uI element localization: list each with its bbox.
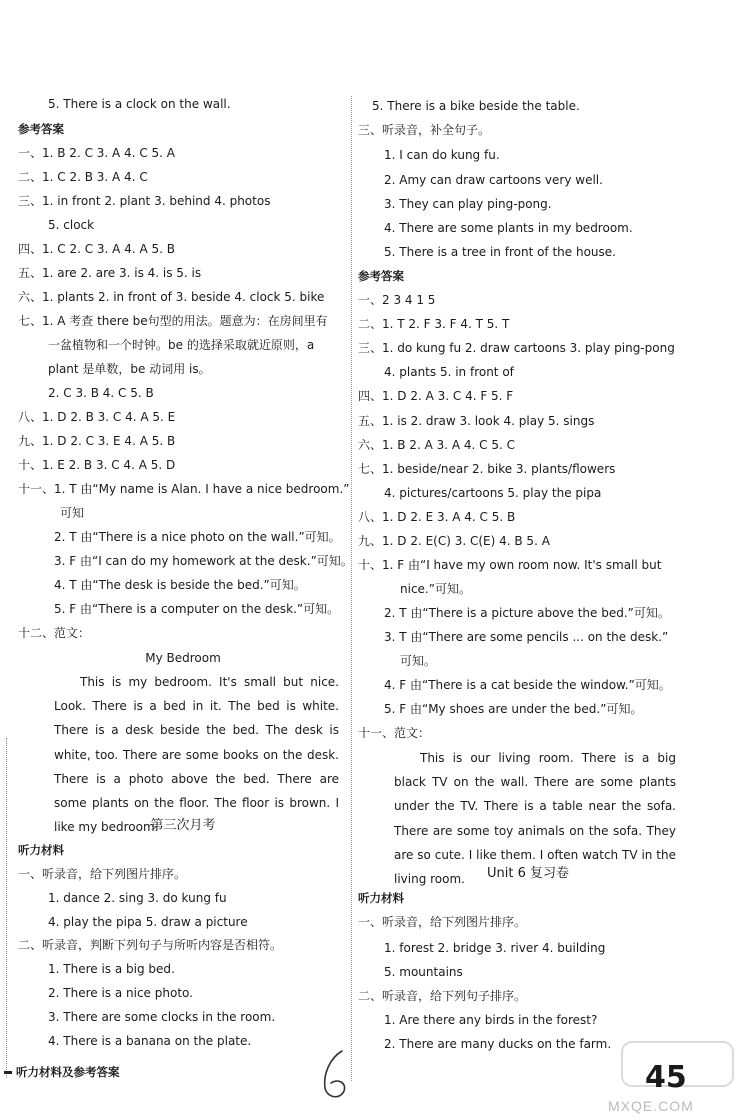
left-line: 5. clock (48, 218, 95, 232)
page-number: 45 (645, 1060, 687, 1095)
left-line: 5. F 由“There is a computer on the desk.”可知。 (54, 602, 340, 616)
right-line: 4. There are some plants in my bedroom. (384, 221, 633, 235)
right_bottom-line: 2. There are many ducks on the farm. (384, 1037, 612, 1051)
essay-title: My Bedroom (145, 651, 221, 665)
left_bottom-line: 1. dance 2. sing 3. do kung fu (48, 891, 227, 905)
left-line: 十、1. E 2. B 3. C 4. A 5. D (18, 458, 176, 472)
left-line: 二、1. C 2. B 3. A 4. C (18, 170, 148, 184)
left-line: 可知 (60, 506, 85, 520)
right-line: 3. They can play ping-pong. (384, 197, 552, 211)
right-line: 七、1. beside/near 2. bike 3. plants/flowers (358, 462, 616, 476)
right-line: 四、1. D 2. A 3. C 4. F 5. F (358, 389, 514, 403)
left_bottom-line: 3. There are some clocks in the room. (48, 1010, 276, 1024)
left-line: 一、1. B 2. C 3. A 4. C 5. A (18, 146, 175, 160)
right-line: 十、1. F 由“I have my own room now. It's small but (358, 558, 662, 572)
left-line: 3. F 由“I can do my homework at the desk.”可知。 (54, 554, 353, 568)
left-line: 4. T 由“The desk is beside the bed.”可知。 (54, 578, 306, 592)
right-line: 5. There is a bike beside the table. (372, 99, 580, 113)
footer-marker (4, 1071, 12, 1074)
left-line: 三、1. in front 2. plant 3. behind 4. photos (18, 194, 271, 208)
left-line: 5. There is a clock on the wall. (48, 97, 231, 111)
left-line: 十一、1. T 由“My name is Alan. I have a nice bedroom.” (18, 482, 350, 496)
right_bottom-line: 听力材料 (358, 891, 404, 905)
left-line: 十二、范文： (18, 626, 91, 640)
right_bottom-line: 二、听录音，给下列句子排序。 (358, 989, 527, 1003)
left_bottom-line: 2. There is a nice photo. (48, 986, 193, 1000)
essay-body: This is our living room. There is a big black TV on the wall. There are some plants under the TV. There is a table near the sofa. There are some toy animals on the sofa. They are so cute. I like them. I often watch TV in the living room. (394, 751, 676, 887)
handwritten-mark (318, 1048, 352, 1102)
right-line: 五、1. is 2. draw 3. look 4. play 5. sings (358, 414, 595, 428)
footer-label-text: 听力材料及参考答案 (16, 1065, 120, 1079)
right-line: 4. pictures/cartoons 5. play the pipa (384, 486, 602, 500)
left-line: 六、1. plants 2. in front of 3. beside 4. clock 5. bike (18, 290, 325, 304)
section-title: 第三次月考 (150, 818, 216, 833)
left_bottom-line: 听力材料 (18, 843, 64, 857)
right_bottom-line: 一、听录音，给下列图片排序。 (358, 915, 527, 929)
right-line: 八、1. D 2. E 3. A 4. C 5. B (358, 510, 516, 524)
footer-label (4, 1064, 120, 1080)
left_bottom-line: 一、听录音，给下列图片排序。 (18, 867, 187, 881)
right-line: 2. T 由“There is a picture above the bed.”可知。 (384, 606, 670, 620)
left_bottom-line: 4. There is a banana on the plate. (48, 1034, 252, 1048)
right_bottom-line: 1. Are there any birds in the forest? (384, 1013, 598, 1027)
left-line: 参考答案 (18, 122, 64, 136)
left-line: 七、1. A 考查 there be句型的用法。题意为：在房间里有 (18, 314, 328, 328)
right-line: 5. F 由“My shoes are under the bed.”可知。 (384, 702, 643, 716)
section-title: Unit 6 复习卷 (487, 866, 569, 881)
left-line: plant 是单数，be 动词用 is。 (48, 362, 211, 376)
left-line: 四、1. C 2. C 3. A 4. A 5. B (18, 242, 175, 256)
right-line: 4. plants 5. in front of (384, 365, 514, 379)
right-line: 可知。 (400, 654, 437, 668)
right-line: 4. F 由“There is a cat beside the window.”可知。 (384, 678, 671, 692)
right-line: 一、2 3 4 1 5 (358, 293, 436, 307)
right-line: 十一、范文： (358, 726, 431, 740)
right-line: 二、1. T 2. F 3. F 4. T 5. T (358, 317, 510, 331)
watermark-text: MXQE.COM (608, 1098, 694, 1114)
left_bottom-line: 二、听录音，判断下列句子与所听内容是否相符。 (18, 938, 283, 952)
right-line: 参考答案 (358, 269, 404, 283)
essay-body: This is my bedroom. It's small but nice. Look. There is a bed in it. The bed is white. There is a desk beside the bed. The desk is white, too. There are some books on the desk. There is a photo above the bed. There are some plants on the floor. The floor is brown. I like my bedroom. (54, 675, 339, 835)
right_bottom-line: 5. mountains (384, 965, 463, 979)
left-line: 2. C 3. B 4. C 5. B (48, 386, 154, 400)
right-line: 三、听录音，补全句子。 (358, 123, 491, 137)
left-line: 五、1. are 2. are 3. is 4. is 5. is (18, 266, 202, 280)
right_bottom-line: 1. forest 2. bridge 3. river 4. building (384, 941, 606, 955)
left-line: 一盆植物和一个时钟。be 的选择采取就近原则，a (48, 338, 315, 352)
column-divider (351, 96, 352, 1081)
right-line: 三、1. do kung fu 2. draw cartoons 3. play ping-pong (358, 341, 675, 355)
right-line: 1. I can do kung fu. (384, 148, 500, 162)
left-line: 九、1. D 2. C 3. E 4. A 5. B (18, 434, 176, 448)
right-line: 5. There is a tree in front of the house. (384, 245, 616, 259)
right-line: 3. T 由“There are some pencils ... on the desk.” (384, 630, 669, 644)
left_bottom-line: 4. play the pipa 5. draw a picture (48, 915, 248, 929)
right-line: 六、1. B 2. A 3. A 4. C 5. C (358, 438, 515, 452)
right-line: 九、1. D 2. E(C) 3. C(E) 4. B 5. A (358, 534, 550, 548)
right-line: 2. Amy can draw cartoons very well. (384, 173, 603, 187)
right-line: nice.”可知。 (400, 582, 471, 596)
left_bottom-line: 1. There is a big bed. (48, 962, 175, 976)
binding-edge-line (6, 738, 7, 1078)
left-line: 2. T 由“There is a nice photo on the wall.”可知。 (54, 530, 341, 544)
left-line: 八、1. D 2. B 3. C 4. A 5. E (18, 410, 176, 424)
